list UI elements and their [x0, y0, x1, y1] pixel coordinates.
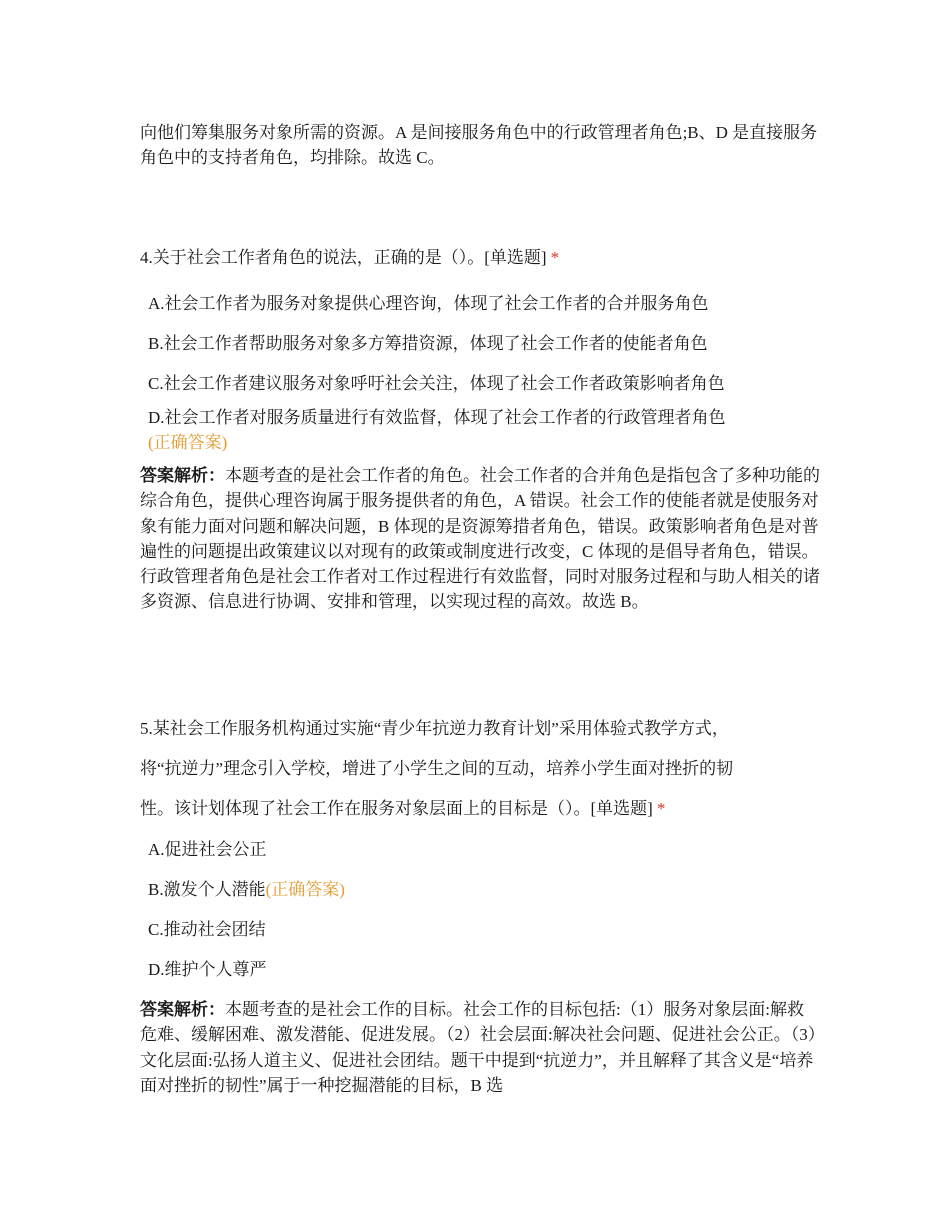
question-4-analysis [140, 463, 820, 615]
analysis-label: 答案解析： [140, 466, 225, 485]
correct-answer-tag: (正确答案) [265, 880, 345, 899]
question-5-option-b[interactable] [148, 877, 820, 902]
question-4-option-d-text: D.社会工作者对服务质量进行有效监督，体现了社会工作者的行政管理者角色 [148, 408, 726, 427]
question-5-option-d[interactable]: D.维护个人尊严 [148, 960, 267, 979]
previous-analysis-continuation: 向他们筹集服务对象所需的资源。A 是间接服务角色中的行政管理者角色;B、D 是直接服务角色中的支持者角色，均排除。故选 C。 [140, 123, 818, 167]
question-5-option-c[interactable]: C.推动社会团结 [148, 920, 266, 939]
question-5-line-2: 将“抗逆力”理念引入学校，增进了小学生之间的互动，培养小学生面对挫折的韧 [140, 759, 734, 778]
required-mark: * [550, 248, 560, 267]
question-5-line-3-text: 性。该计划体现了社会工作在服务对象层面上的目标是（）。[单选题] [140, 799, 653, 818]
question-5-analysis [140, 997, 820, 1098]
analysis-text: 本题考查的是社会工作的目标。社会工作的目标包括:（1）服务对象层面:解救危难、缓解困难、激发潜能、促进发展。（2）社会层面:解决社会问题、促进社会公正。（3）文化层面:弘扬人道主义、促进社会团结。题干中提到“抗逆力”，并且解释了其含义是“培养面对挫折的韧性”属于一种挖掘潜能的目标，B 选 [140, 1000, 817, 1095]
analysis-label: 答案解析： [140, 1000, 225, 1019]
question-5-option-a[interactable]: A.促进社会公正 [148, 840, 267, 859]
question-4-stem [140, 245, 820, 270]
question-4-option-c[interactable]: C.社会工作者建议服务对象呼吁社会关注，体现了社会工作者政策影响者角色 [148, 374, 725, 393]
question-5-stem [140, 716, 820, 836]
required-mark: * [656, 799, 666, 818]
question-4-option-d[interactable] [148, 405, 820, 455]
question-5-line-3 [140, 796, 820, 821]
question-4-text: 4.关于社会工作者角色的说法，正确的是（）。[单选题] [140, 248, 547, 267]
question-5-option-b-text: B.激发个人潜能 [148, 880, 266, 899]
correct-answer-tag: (正确答案) [148, 433, 228, 452]
question-4-option-b[interactable]: B.社会工作者帮助服务对象多方筹措资源，体现了社会工作者的使能者角色 [148, 334, 708, 353]
question-5-line-1: 5.某社会工作服务机构通过实施“青少年抗逆力教育计划”采用体验式教学方式， [140, 719, 729, 738]
question-4-option-a[interactable]: A.社会工作者为服务对象提供心理咨询，体现了社会工作者的合并服务角色 [148, 294, 709, 313]
analysis-text: 本题考查的是社会工作者的角色。社会工作者的合并角色是指包含了多种功能的综合角色，提供心理咨询属于服务提供者的角色，A 错误。社会工作的使能者就是使服务对象有能力面对问题和解决问题，B 体现的是资源筹措者角色，错误。政策影响者角色是对普遍性的问题提出政策建议以对现有的政策或制度进行改变，C 体现的是倡导者角色，错误。行政管理者角色是社会工作者对工作过程进行有效监督，同时对服务过程和与助人相关的诸多资源、信息进行协调、安排和管理，以实现过程的高效。故选 B。 [140, 466, 820, 612]
